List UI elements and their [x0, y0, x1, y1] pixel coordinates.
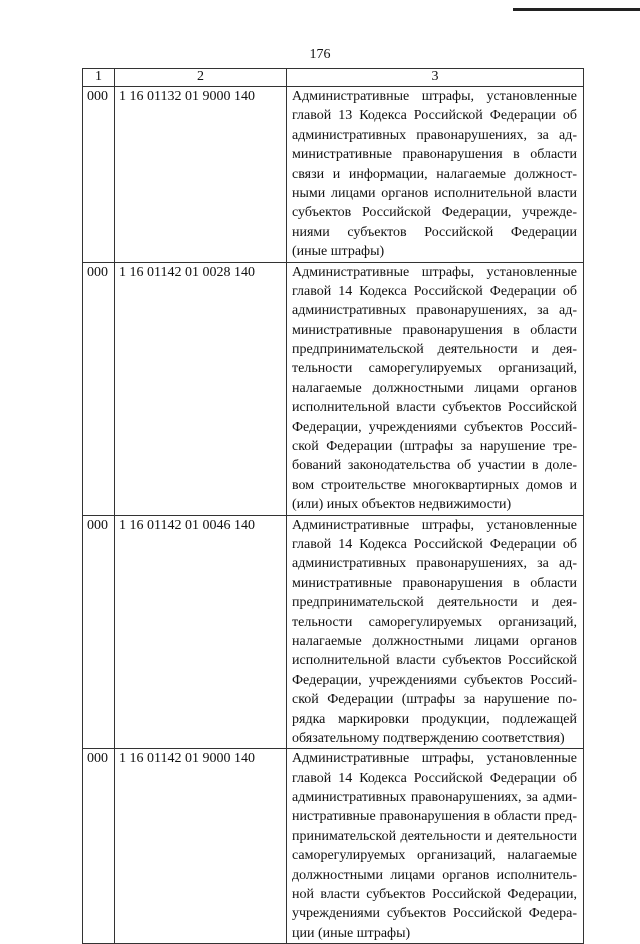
description-cell — [287, 749, 584, 944]
description-cell — [287, 515, 584, 749]
description-line: налагаемые должностными лицами органов — [292, 633, 577, 649]
column-header-3: 3 — [287, 69, 584, 87]
description-line: Административные штрафы, установленные — [292, 264, 577, 280]
description-line: ции (иные штрафы) — [292, 925, 411, 941]
budget-codes-table — [82, 68, 584, 944]
description-line: предпринимательской деятельности и дея- — [292, 342, 577, 358]
description-line: министративные правонарушения в области — [292, 575, 577, 591]
description-line: рядка маркировки продукции, подлежащей — [292, 711, 577, 727]
description-line: ной власти субъектов Российской Федерации, — [292, 887, 577, 903]
column-header-1: 1 — [83, 69, 115, 87]
description-line: исполнительной власти субъектов Российской — [292, 400, 577, 416]
budget-code-cell: 1 16 01132 01 9000 140 — [115, 87, 287, 263]
description-line: нистративные правонарушения в области пред- — [292, 809, 577, 825]
table-row — [83, 262, 584, 515]
description-line: главой 13 Кодекса Российской Федерации об — [292, 108, 577, 124]
description-line: должностными лицами органов исполнитель- — [292, 867, 577, 883]
admin-code-cell: 000 — [83, 262, 115, 515]
description-line: ской Федерации (штрафы за нарушение тре- — [292, 439, 577, 455]
description-cell — [287, 87, 584, 263]
budget-code-cell: 1 16 01142 01 0028 140 — [115, 262, 287, 515]
description-line: ными лицами органов исполнительной власти — [292, 185, 577, 201]
description-line: (иные штрафы) — [292, 244, 385, 260]
description-line: исполнительной власти субъектов Российской — [292, 653, 577, 669]
table-row — [83, 749, 584, 944]
description-line: тельности саморегулируемых организаций, — [292, 614, 577, 630]
admin-code-cell: 000 — [83, 749, 115, 944]
admin-code-cell: 000 — [83, 87, 115, 263]
description-line: Административные штрафы, установленные — [292, 89, 577, 104]
description-line: ской Федерации (штрафы за нарушение по- — [292, 692, 577, 708]
budget-code-cell: 1 16 01142 01 0046 140 — [115, 515, 287, 749]
description-line: Административные штрафы, установленные — [292, 751, 577, 767]
description-line: учреждениями субъектов Российской Федера- — [292, 906, 577, 922]
description-cell — [287, 262, 584, 515]
description-line: главой 14 Кодекса Российской Федерации об — [292, 283, 577, 299]
column-header-2: 2 — [115, 69, 287, 87]
description-line: субъектов Российской Федерации, учрежде- — [292, 205, 577, 221]
description-line: министративные правонарушения в области — [292, 147, 577, 163]
description-line: Федерации, учреждениями субъектов Россий- — [292, 672, 577, 688]
description-line: вом строительстве многоквартирных домов и — [292, 477, 577, 493]
page-number: 176 — [309, 47, 331, 62]
description-line: административных правонарушениях, за ад- — [292, 127, 577, 143]
header-rule — [513, 8, 640, 11]
description-line: Федерации, учреждениями субъектов Россий- — [292, 419, 577, 435]
description-line: связи и информации, налагаемые должност- — [292, 166, 577, 182]
description-line: главой 14 Кодекса Российской Федерации об — [292, 770, 577, 786]
description-line: (или) иных объектов недвижимости) — [292, 497, 512, 513]
description-line: бований законодательства об участии в доле- — [292, 458, 577, 474]
description-line: административных правонарушениях, за ад- — [292, 303, 577, 319]
description-line: саморегулируемых организаций, налагаемые — [292, 848, 577, 864]
description-line: министративные правонарушения в области — [292, 322, 577, 338]
description-line: главой 14 Кодекса Российской Федерации об — [292, 536, 577, 552]
description-line: тельности саморегулируемых организаций, — [292, 361, 577, 377]
description-line: обязательному подтверждению соответствия) — [292, 730, 565, 746]
table-row — [83, 515, 584, 749]
table-header-row — [83, 69, 584, 87]
description-line: административных правонарушениях, за ад- — [292, 556, 577, 572]
table-row — [83, 87, 584, 263]
description-line: налагаемые должностными лицами органов — [292, 380, 577, 396]
budget-code-cell: 1 16 01142 01 9000 140 — [115, 749, 287, 944]
description-line: предпринимательской деятельности и дея- — [292, 595, 577, 611]
description-line: Административные штрафы, установленные — [292, 517, 577, 533]
admin-code-cell: 000 — [83, 515, 115, 749]
description-line: принимательской деятельности и деятельности — [292, 828, 577, 844]
description-line: ниями субъектов Российской Федерации — [292, 224, 577, 240]
description-line: административных правонарушениях, за адми- — [292, 790, 577, 806]
